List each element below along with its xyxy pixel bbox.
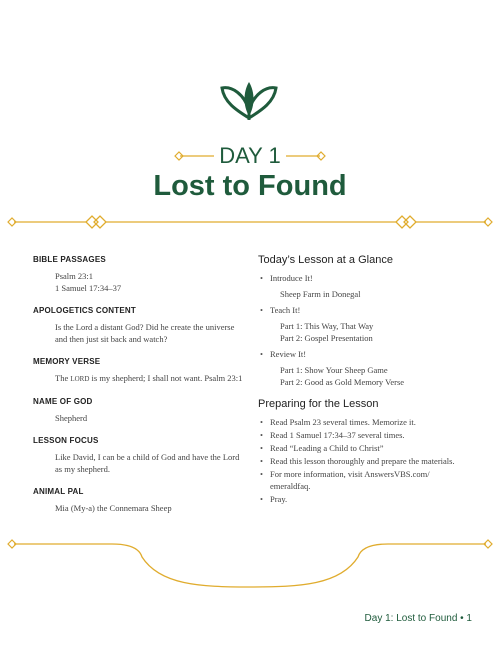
preparing-heading: Preparing for the Lesson (258, 398, 379, 410)
list-item: • Read Psalm 23 several times. Memorize it. (258, 416, 478, 428)
glance-list (258, 272, 478, 388)
list-item: • Read this lesson thoroughly and prepare the materials. (258, 455, 478, 467)
section-heading: NAME OF GOD (33, 397, 93, 406)
info-line-1: For more information, visit AnswersVBS.com/ (270, 469, 430, 479)
verse-lord: LORD (70, 375, 90, 383)
section-line: Psalm 23:1 (55, 271, 94, 281)
list-item: • Read “Leading a Child to Christ” (258, 442, 478, 454)
day-label: DAY 1 (219, 143, 281, 168)
lesson-info-column (33, 255, 243, 526)
top-divider (0, 214, 500, 230)
bottom-divider (0, 525, 500, 595)
section-line: Shepherd (55, 413, 88, 423)
glance-sub-item: Part 1: This Way, That Way (280, 321, 374, 331)
section-heading: ANIMAL PAL (33, 487, 84, 496)
page-title: Lost to Found (153, 170, 347, 202)
section-heading: APOLOGETICS CONTENT (33, 306, 136, 315)
section-heading: LESSON FOCUS (33, 436, 99, 445)
glance-item-label: Review It! (270, 349, 307, 359)
section-line: as my shepherd. (55, 464, 111, 474)
list-item (258, 348, 478, 388)
section-line: and then just sit back and watch? (55, 334, 168, 344)
section-heading: MEMORY VERSE (33, 357, 101, 366)
memory-verse-text (55, 372, 243, 385)
day-heading (0, 143, 500, 169)
page-footer: Day 1: Lost to Found • 1 (364, 613, 472, 624)
lesson-plan-column (258, 254, 478, 506)
glance-sub-item: Part 2: Good as Gold Memory Verse (280, 377, 405, 387)
section-line: Mia (My-a) the Connemara Sheep (55, 503, 172, 513)
list-item (258, 468, 478, 492)
glance-item-label: Introduce It! (270, 273, 313, 283)
section-memory-verse (33, 357, 243, 385)
section-line: Is the Lord a distant God? Did he create the universe (55, 322, 235, 332)
section-name-of-god (33, 397, 243, 424)
glance-heading: Today’s Lesson at a Glance (258, 254, 393, 266)
glance-sub-item: Part 2: Gospel Presentation (280, 333, 373, 343)
glance-item-label: Teach It! (270, 305, 301, 315)
section-line: 1 Samuel 17:34–37 (55, 283, 122, 293)
section-apologetics (33, 306, 243, 345)
list-item (258, 272, 478, 300)
list-item: • Pray. (258, 493, 478, 505)
section-lesson-focus (33, 436, 243, 475)
section-animal-pal (33, 487, 243, 514)
section-heading: BIBLE PASSAGES (33, 255, 106, 264)
glance-sub-item: Part 1: Show Your Sheep Game (280, 365, 388, 375)
info-line-2: emeraldfaq. (270, 481, 311, 491)
verse-prefix: The (55, 373, 71, 383)
list-item (258, 304, 478, 344)
leaf-logo-icon (218, 80, 280, 120)
preparing-list (258, 416, 478, 505)
section-line: Like David, I can be a child of God and have the Lord (55, 452, 240, 462)
section-bible-passages (33, 255, 243, 294)
verse-line: is my shepherd; I shall not want. Psalm 23:1 (91, 373, 243, 383)
glance-sub-item: Sheep Farm in Donegal (280, 289, 361, 299)
list-item: • Read 1 Samuel 17:34–37 several times. (258, 429, 478, 441)
